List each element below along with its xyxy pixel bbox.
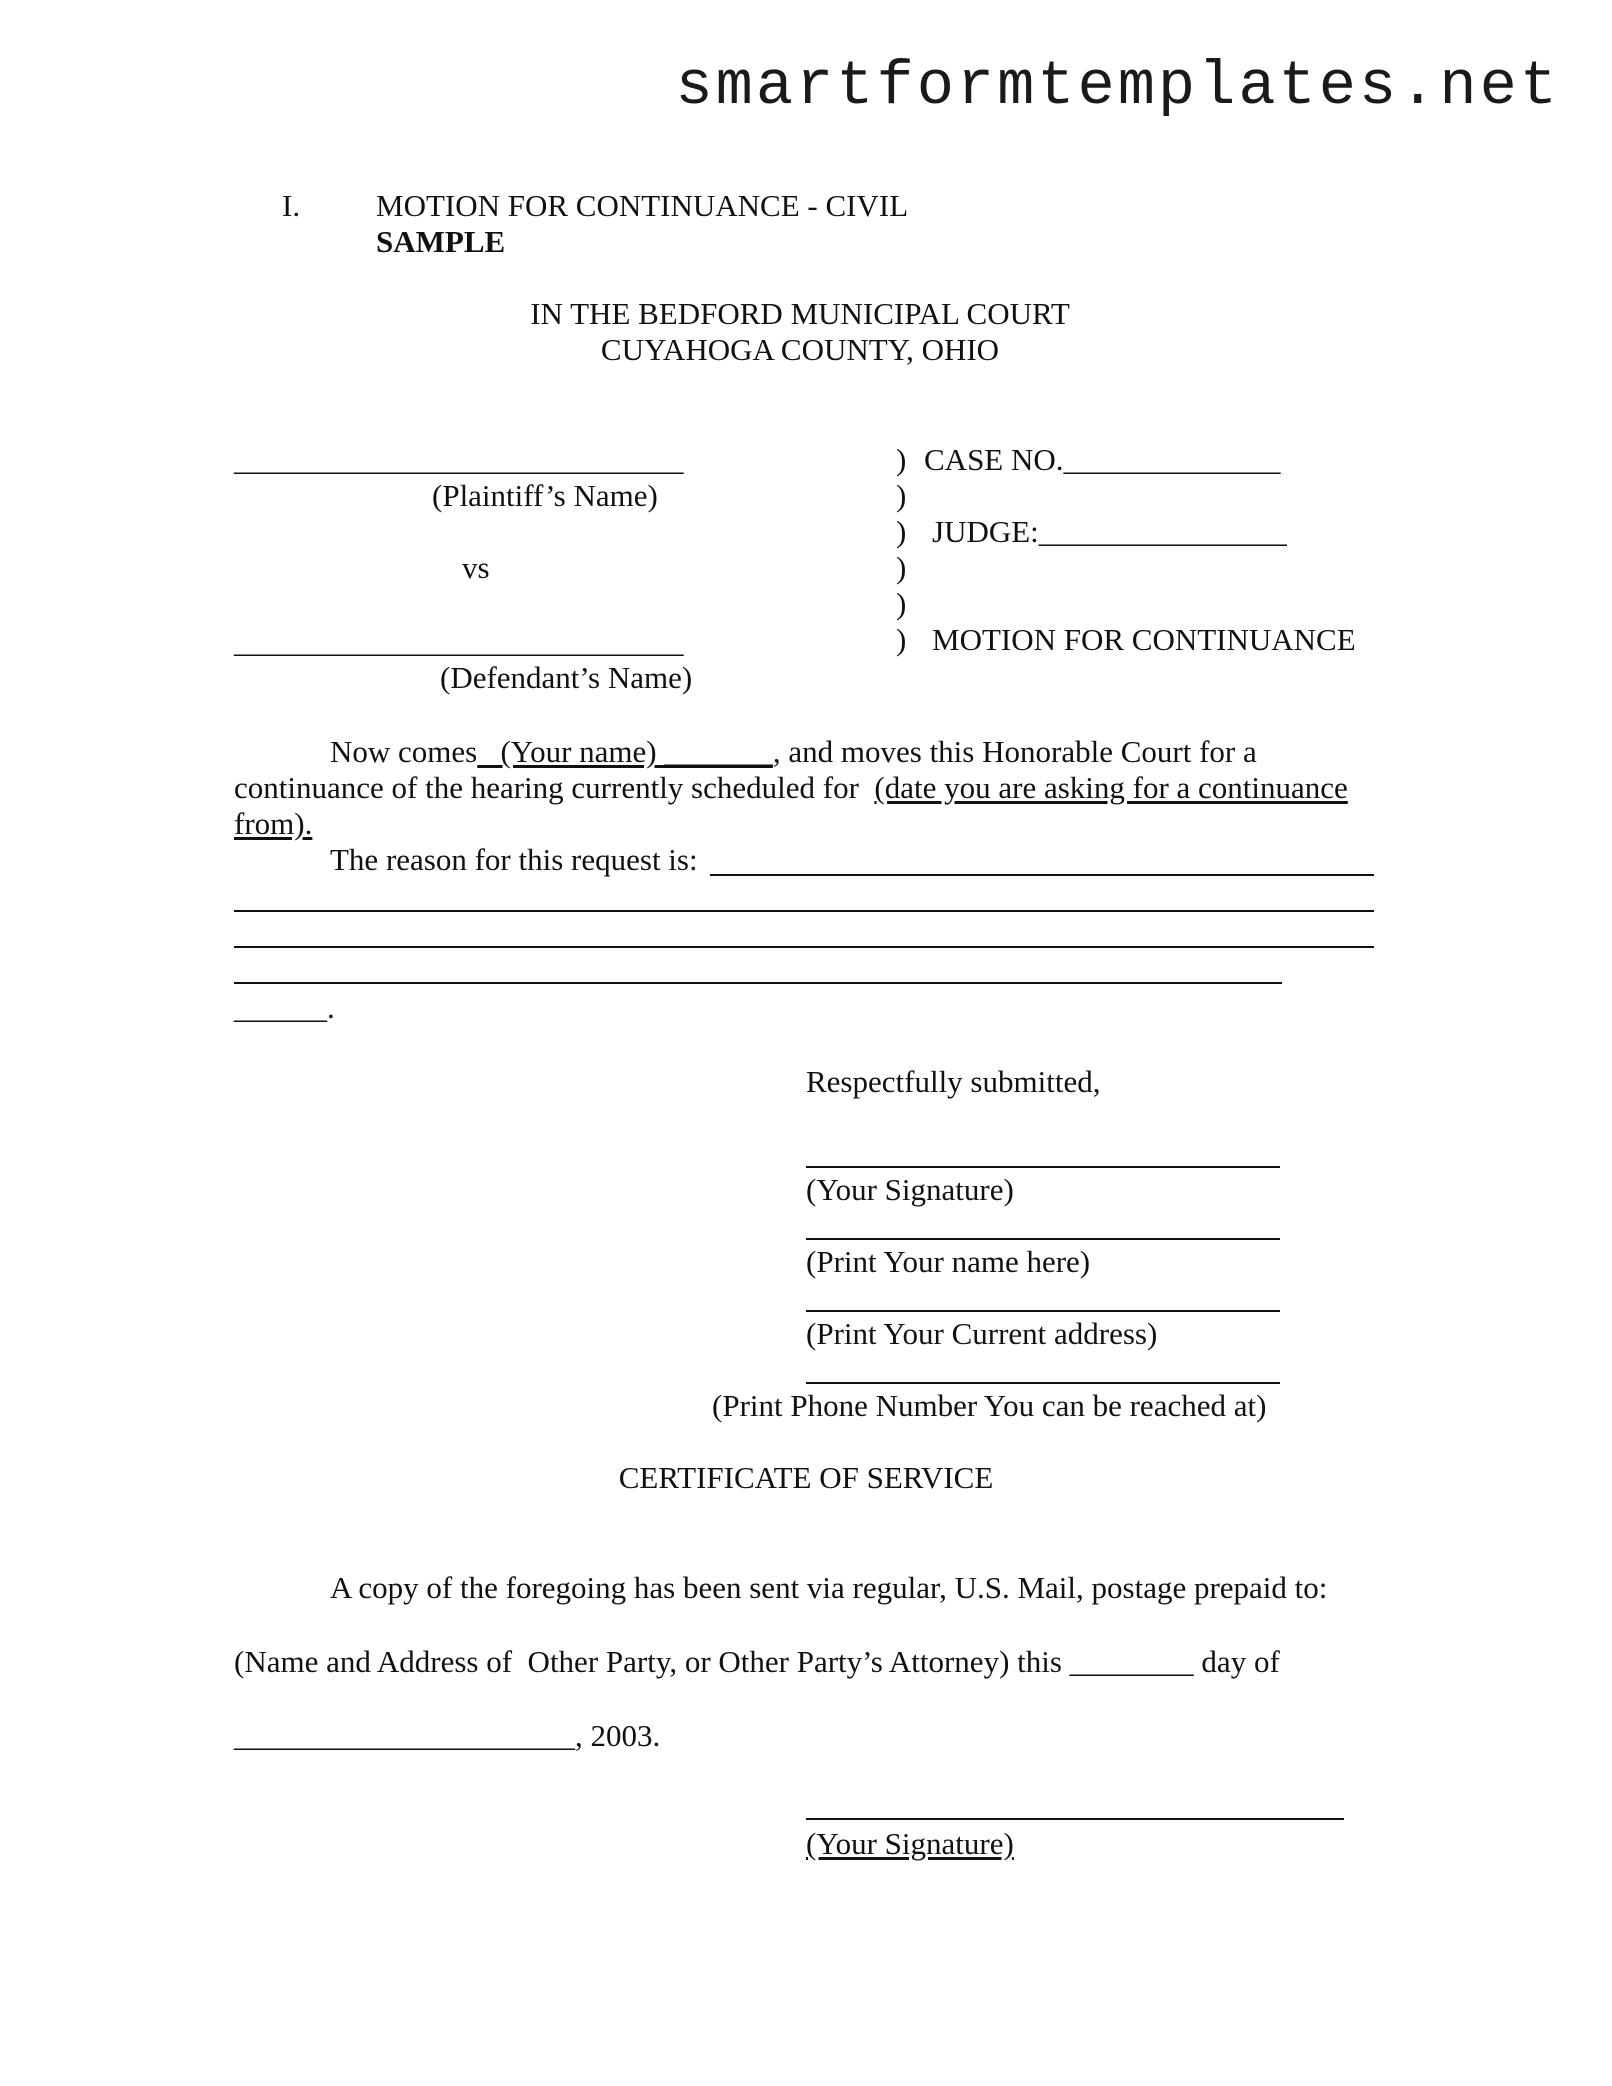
caption-paren: ) <box>896 514 907 549</box>
reason-line <box>710 874 1374 876</box>
reason-line <box>234 910 1374 912</box>
watermark: smartformtemplates.net <box>675 51 1560 122</box>
phone-line <box>806 1382 1280 1384</box>
reason-line <box>234 982 1282 984</box>
now-comes-rest: , and moves this Honorable Court for a <box>772 734 1257 769</box>
certificate-line-1: A copy of the foregoing has been sent via regular, U.S. Mail, postage prepaid to: <box>330 1570 1328 1605</box>
your-name-field: (Your name) _______ <box>477 734 773 769</box>
plaintiff-name-blank: _____________________________ <box>234 442 684 477</box>
case-number-field: CASE NO.______________ <box>924 442 1281 477</box>
continuance-date-field-cont: from). <box>234 806 313 841</box>
address-label: (Print Your Current address) <box>806 1316 1158 1351</box>
caption-paren: ) <box>896 586 907 621</box>
court-county: CUYAHOGA COUNTY, OHIO <box>600 332 1000 367</box>
plaintiff-label: (Plaintiff’s Name) <box>432 478 658 513</box>
document-title: MOTION FOR CONTINUANCE - CIVIL <box>376 188 909 223</box>
continuance-text: continuance of the hearing currently scheduled for <box>234 770 859 805</box>
certificate-line-3: ______________________, 2003. <box>234 1718 661 1753</box>
document-subtitle: SAMPLE <box>376 224 506 259</box>
print-name-label: (Print Your name here) <box>806 1244 1091 1279</box>
closing: Respectfully submitted, <box>806 1064 1101 1099</box>
certificate-line-2: (Name and Address of Other Party, or Other Party’s Attorney) this ________ day of <box>234 1644 1280 1679</box>
defendant-label: (Defendant’s Name) <box>440 660 693 695</box>
now-comes-text <box>330 734 1257 770</box>
certificate-signature-label: (Your Signature) <box>806 1826 1014 1861</box>
versus: vs <box>462 550 490 585</box>
certificate-signature-line <box>806 1818 1344 1820</box>
continuance-date-field: (date you are asking for a continuance <box>874 770 1348 805</box>
reason-label: The reason for this request is: <box>330 842 698 877</box>
signature-label: (Your Signature) <box>806 1172 1014 1207</box>
court-name: IN THE BEDFORD MUNICIPAL COURT <box>530 296 1070 331</box>
certificate-title: CERTIFICATE OF SERVICE <box>618 1460 994 1495</box>
caption-paren: ) <box>896 478 907 513</box>
section-number: I. <box>282 188 301 223</box>
judge-field: JUDGE:________________ <box>932 514 1287 549</box>
caption-paren: ) <box>896 622 907 657</box>
reason-line <box>234 946 1374 948</box>
continuance-line <box>234 770 1348 806</box>
defendant-name-blank: _____________________________ <box>234 624 684 659</box>
signature-line <box>806 1166 1280 1168</box>
phone-label: (Print Phone Number You can be reached at) <box>712 1388 1267 1423</box>
reason-end-blank: ______. <box>234 990 335 1025</box>
address-line <box>806 1310 1280 1312</box>
caption-paren: ) <box>896 442 907 477</box>
print-name-line <box>806 1238 1280 1240</box>
now-comes-lead: Now comes <box>330 734 478 769</box>
motion-title: MOTION FOR CONTINUANCE <box>932 622 1356 657</box>
caption-paren: ) <box>896 550 907 585</box>
